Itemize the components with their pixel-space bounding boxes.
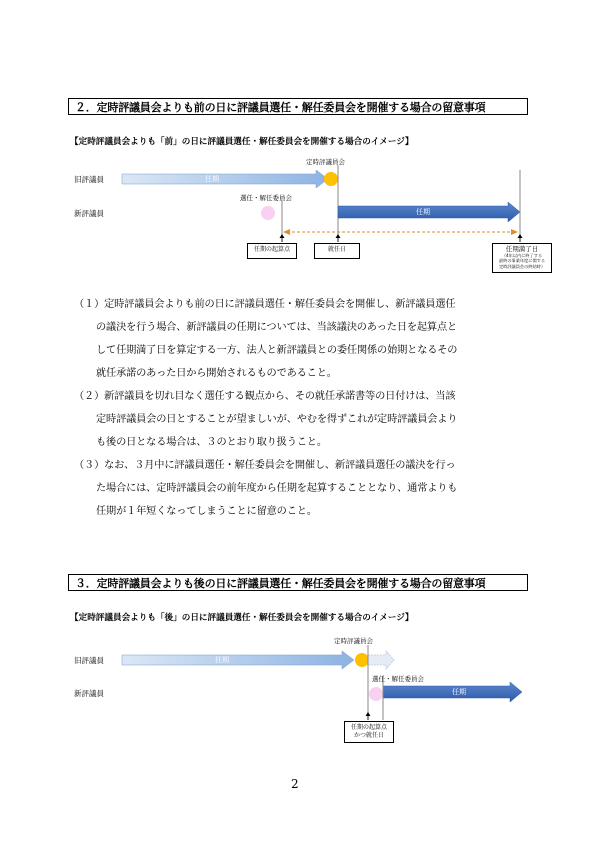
box3-line2: かつ就任日 — [353, 731, 384, 739]
box-start-and-assume-3 — [344, 721, 394, 743]
box-term-end-line3: 最終の事業年度に関する — [498, 258, 546, 264]
meeting-dot-3 — [355, 653, 369, 667]
page-number: 2 — [291, 777, 299, 791]
committee-dot-3 — [369, 687, 383, 701]
item3-line1: （３）なお、３月中に評議員選任・解任委員会を開催し、新評議員選任の議決を行っ — [74, 460, 456, 471]
meeting-dot-2 — [324, 172, 338, 186]
box3-line1: 任期の起算点 — [350, 724, 387, 731]
old-term-arrow-2 — [122, 170, 328, 188]
box-term-end-line4: 定時評議員会の終結時） — [498, 263, 546, 269]
meeting-label-2: 定時評議員会 — [306, 158, 345, 166]
new-councilor-label-2: 新評議員 — [74, 209, 104, 218]
box-term-end-line2: （4年以内に終了する — [501, 253, 543, 259]
item3-line2: た場合には、定時評議員会の前年度から任期を起算することとなり、通常よりも — [96, 483, 458, 494]
section2-item-3 — [74, 454, 457, 523]
box-term-start-2: 任期の起算点 — [247, 243, 297, 259]
old-councilor-label-3: 旧評議員 — [74, 656, 104, 665]
item2-line3: も後の日となる場合は、３のとおり取り扱うこと。 — [96, 437, 327, 448]
item2-line2: 定時評議員会の日とすることが望ましいが、やむを得ずこれが定時評議員会より — [96, 414, 458, 425]
old-term-label-2: 任期 — [205, 175, 219, 183]
committee-label-3: 選任・解任委員会 — [372, 675, 424, 683]
old-councilor-label-2: 旧評議員 — [74, 175, 104, 184]
committee-label-2: 選任・解任委員会 — [240, 194, 292, 202]
box-term-end-line1: 任期満了日 — [505, 245, 539, 253]
new-term-label-3: 任期 — [452, 688, 466, 696]
new-term-label-2: 任期 — [416, 208, 430, 216]
old-term-arrow-3 — [122, 651, 354, 669]
item1-line3: して任期満了日を算定する一方、法人と新評議員との委任関係の始期となるその — [96, 345, 458, 356]
item1-line1: （１）定時評議員会よりも前の日に評議員選任・解任委員会を開催し、新評議員選任 — [74, 299, 456, 310]
box-assume-date-2: 就任日 — [314, 243, 360, 259]
section2-item-1 — [74, 293, 457, 385]
section2-diagram-title: 【定時評議員会よりも「前」の日に評議員選任・解任委員会を開催する場合のイメージ】 — [70, 137, 414, 147]
item1-line4: 就任承諾のあった日から開始されるものであること。 — [96, 368, 337, 379]
section2-heading: ２．定時評議員会よりも前の日に評議員選任・解任委員会を開催する場合の留意事項 — [68, 98, 528, 115]
box-term-end-2 — [492, 243, 552, 273]
committee-dot-2 — [261, 206, 275, 220]
old-term-label-3: 任期 — [215, 656, 229, 664]
item3-line3: 任期が１年短くなってしまうことに留意のこと。 — [96, 506, 317, 517]
section3-heading: ３．定時評議員会よりも後の日に評議員選任・解任委員会を開催する場合の留意事項 — [68, 574, 528, 591]
new-councilor-label-3: 新評議員 — [74, 689, 104, 698]
section3-diagram-title: 【定時評議員会よりも「後」の日に評議員選任・解任委員会を開催する場合のイメージ】 — [70, 613, 414, 623]
meeting-label-3: 定時評議員会 — [334, 637, 373, 645]
item2-line1: （２）新評議員を切れ目なく選任する観点から、その就任承諾書等の日付けは、当該 — [74, 391, 456, 402]
item1-line2: の議決を行う場合、新評議員の任期については、当該議決のあった日を起算点と — [96, 322, 458, 333]
section2-item-2 — [74, 385, 457, 454]
